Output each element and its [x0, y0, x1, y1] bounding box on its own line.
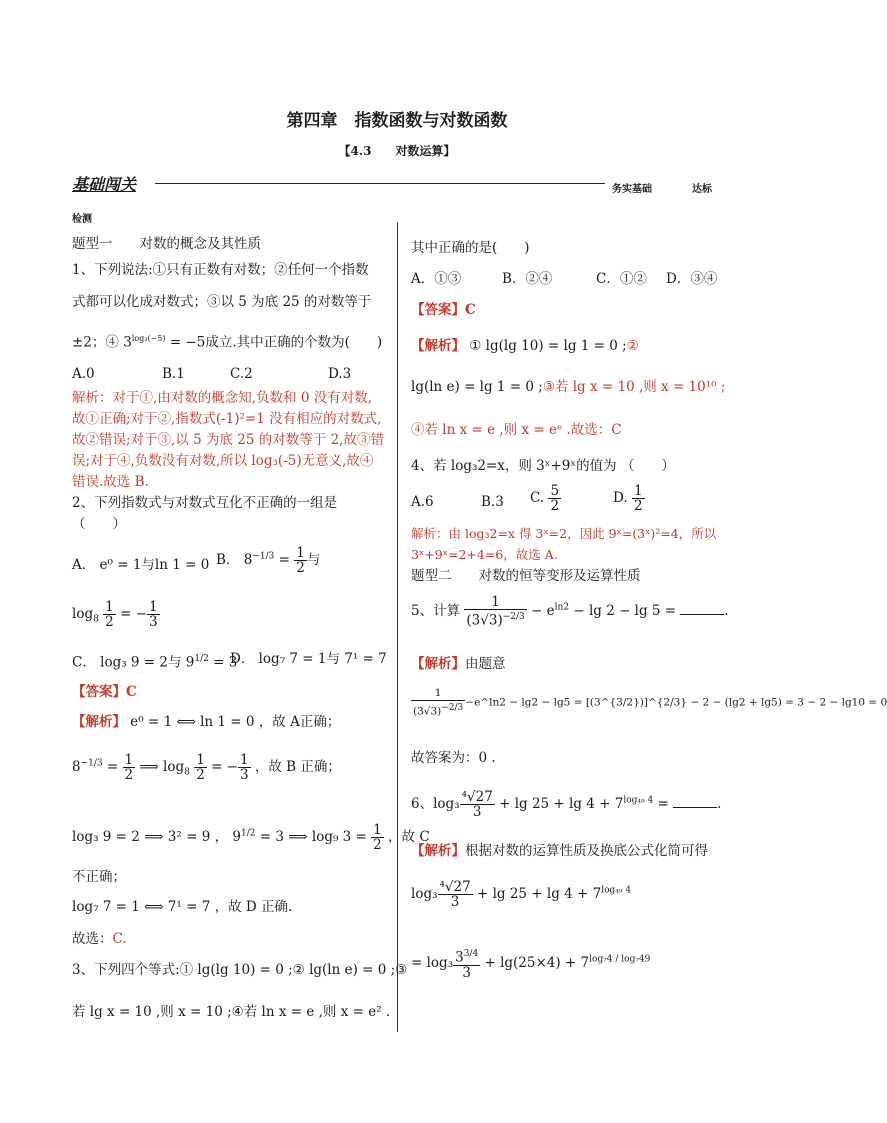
q3-line-3: 其中正确的是( ) — [411, 240, 530, 256]
q4-option-d: D. $\frac{1}{2}$ — [613, 483, 643, 514]
q1-solution-5: 错误.故选 B. — [72, 474, 149, 490]
q4-option-b: B.3 — [481, 494, 504, 510]
q5-line: 5、计算 $\frac{1}{(3√3)^{-2/3}}$ − $e^{ln2} - \lg 2 - \lg 5$ = . — [411, 594, 729, 629]
q2-line-1: 2、下列指数式与对数式互化不正确的一组是 — [72, 495, 338, 511]
q5-solution-line: $\frac{1}{(3√3)^{-2/3}}$ −e^ln2 − lg2 − lg5 = [(3^{3/2})]^{2/3} − 2 − (lg2 + lg5) = 3 − 2 − lg10 = 0 — [413, 687, 887, 718]
q2-solution-4: 不正确； — [72, 869, 126, 885]
section-heading-1: 题型一 对数的概念及其性质 — [72, 236, 261, 252]
banner-rule — [155, 183, 605, 184]
q4-solution-2: 3ˣ+9ˣ=2+4=6，故选 A. — [411, 547, 558, 562]
q5-solution-label: 【解析】由题意 — [411, 656, 506, 672]
section-subtitle: 【4.3 对数运算】 — [338, 144, 456, 158]
q1-line-1: 1、下列说法:①只有正数有对数；②任何一个指数 — [72, 262, 369, 278]
q1-line-2: 式都可以化成对数式；③以 5 为底 25 的对数等于 — [72, 294, 372, 310]
banner-title: 基础闯关 — [72, 175, 137, 194]
banner-right-label-2: 达标 — [692, 184, 712, 195]
q4-option-a: A.6 — [411, 494, 434, 510]
q2-option-d: D． log₇ 7 = 1与 7¹ = 7 — [230, 651, 387, 667]
q2-solution-3: log₃ 9 = 2 ⟹ 3² = 9 ， $9^{1/2} = 3$ ⟹ log₉ 3 = $\frac{1}{2}$ ，故 C — [72, 822, 430, 853]
q3-line-2: 若 lg x = 10 ,则 x = 10 ;④若 ln x = e ,则 x = e² . — [72, 1004, 391, 1020]
q3-option-d: D．③④ — [666, 271, 718, 287]
q1-option-c: C.2 — [230, 366, 253, 382]
q2-option-b: B． $8^{-1/3}$ = $\frac{1}{2}$ 与 — [216, 545, 321, 576]
q4-line-1: 4、若 log₃2=x，则 3ˣ+9ˣ的值为 （ ） — [411, 458, 675, 474]
q5-result: 故答案为：0 . — [411, 750, 496, 766]
q3-option-b: B．②④ — [502, 271, 553, 287]
q2-solution-1: 【解析】 e⁰ = 1 ⟺ ln 1 = 0 ，故 A正确； — [72, 714, 341, 730]
column-divider — [397, 222, 398, 1032]
q3-solution-3: ④若 ln x = e ,则 x = eᵉ .故选：C — [411, 422, 622, 438]
q1-option-a: A.0 — [72, 366, 95, 382]
q3-option-c: C．①② — [596, 271, 647, 287]
q2-solution-5: log₇ 7 = 1 ⟺ 7¹ = 7 ，故 D 正确. — [72, 899, 293, 915]
banner-right-label-1: 务实基础 — [612, 184, 652, 195]
q2-solution-6: 故选：C. — [72, 931, 127, 947]
banner-sub-label: 检测 — [72, 214, 92, 225]
section-heading-2: 题型二 对数的恒等变形及运算性质 — [411, 568, 641, 584]
q3-line-1: 3、下列四个等式:① lg(lg 10) = 0 ;② lg(ln e) = 0 ;③ — [72, 962, 408, 978]
q2-answer: 【答案】C — [72, 684, 137, 700]
q3-option-a: A．①③ — [411, 271, 462, 287]
q1-solution-1: 解析：对于①,由对数的概念知,负数和 0 没有对数, — [72, 390, 373, 406]
q3-solution-2: lg(ln e) = lg 1 = 0 ;③若 lg x = 10 ,则 x = 10¹⁰ ; — [411, 379, 726, 395]
q1-solution-3: 故②错误;对于③,以 5 为底 25 的对数等于 2,故③错 — [72, 432, 384, 448]
q2-option-b-cont: $\log_8$ $\frac{1}{2}$ = − $\frac{1}{3}$ — [72, 599, 158, 630]
q4-solution-1: 解析：由 log₃2=x 得 3ˣ=2，因此 9ˣ=(3ˣ)²=4，所以 — [411, 526, 717, 541]
q6-solution-label: 【解析】根据对数的运算性质及换底公式化简可得 — [411, 843, 708, 859]
q2-option-c: C． log₃ 9 = 2与 $9^{1/2} = 3$ — [72, 654, 238, 671]
chapter-title: 第四章 指数函数与对数函数 — [286, 111, 508, 131]
q2-solution-2: $8^{-1/3}$ = $\frac{1}{2}$ ⟹ $\log_8$ $\frac{1}{2}$ = − $\frac{1}{3}$ ，故 B 正确； — [72, 752, 341, 783]
q2-line-2: （ ） — [72, 516, 126, 532]
q6-work-2: = log₃ $\frac{3^{3/4}}{3}$ + $\lg(25\times 4) + 7^{log_74 / log_749}$ — [411, 949, 651, 981]
q2-option-a: A． e⁰ = 1与ln 1 = 0 — [72, 557, 210, 573]
q3-answer: 【答案】C — [411, 302, 476, 318]
q6-work-1: log₃ $\frac{\text{⁴√27}}{3}$ + $\lg 25 + \lg 4 + 7^{log_{49} 4}$ — [411, 879, 632, 910]
q1-line-3: ±2；④ $3^{log_3(-5)} = -5$成立.其中正确的个数为( ) — [72, 334, 383, 351]
q6-line: 6、log₃ $\frac{\text{⁴√27}}{3}$ + $\lg 25 + \lg 4 + 7^{log_{49} 4}$ = . — [411, 789, 722, 820]
q1-solution-2: 故①正确;对于②,指数式(-1)²=1 没有相应的对数式, — [72, 411, 382, 427]
q3-solution-1: 【解析】 ① lg(lg 10) = lg 1 = 0 ;② — [411, 338, 639, 354]
q1-solution-4: 误;对于④,负数没有对数,所以 log₃(-5)无意义,故④ — [72, 453, 374, 469]
q1-option-b: B.1 — [162, 366, 185, 382]
q4-option-c: C. $\frac{5}{2}$ — [530, 483, 560, 514]
q1-option-d: D.3 — [328, 366, 352, 382]
